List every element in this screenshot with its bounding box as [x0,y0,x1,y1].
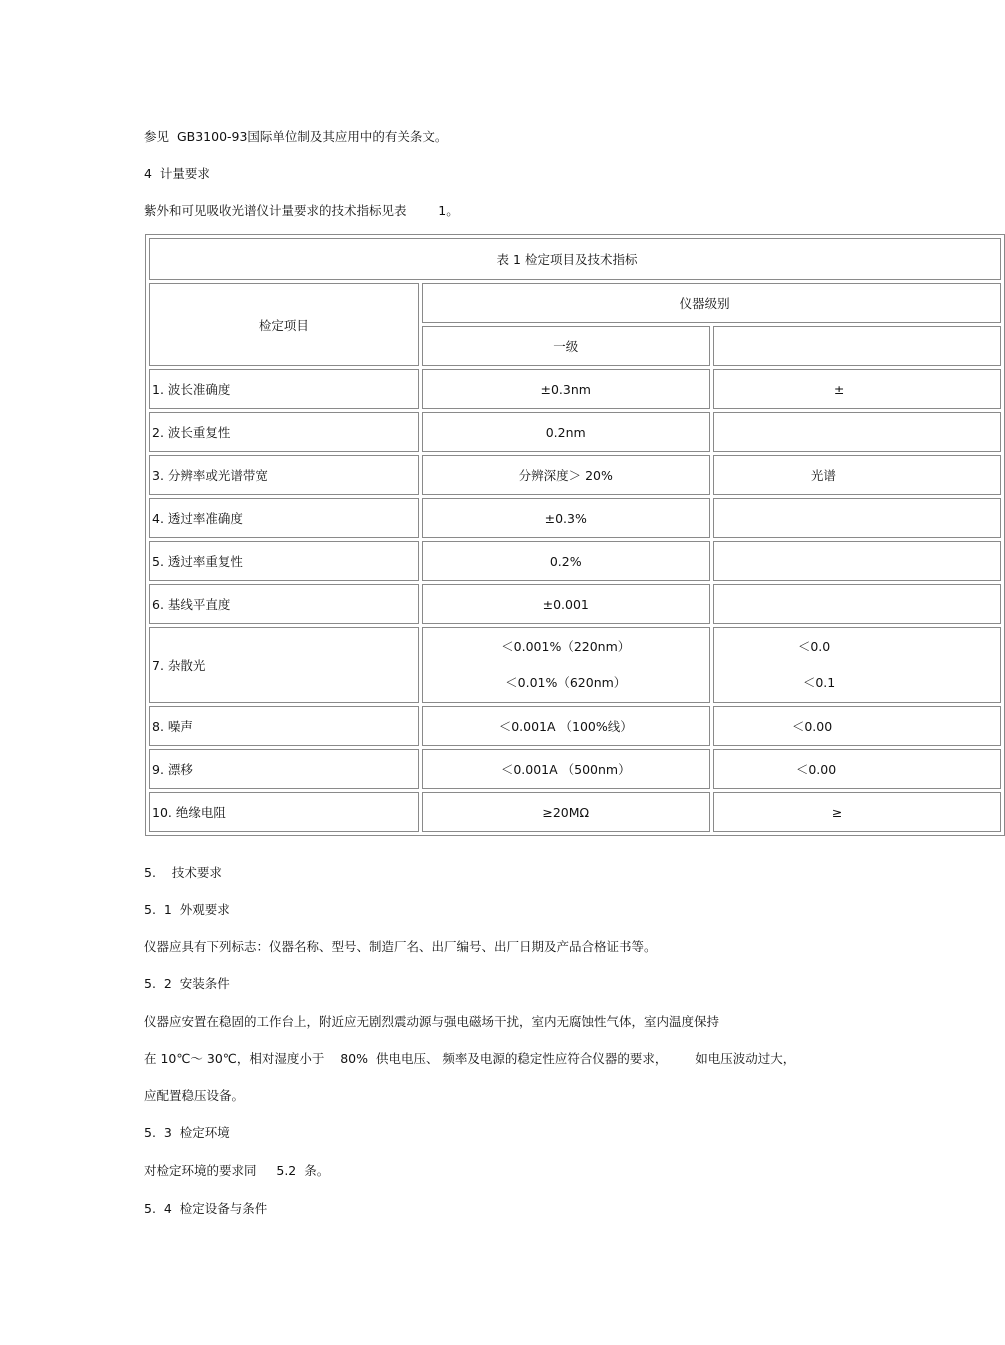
row-grade-2: ≥ [713,792,1001,832]
row-item: 2. 波长重复性 [149,412,419,452]
row-grade-2: 光谱 [713,455,1001,495]
row-grade-1: ＜0.001A （500nm） [422,749,710,789]
section-heading-5: 5. 技术要求 [144,865,222,880]
row-item: 3. 分辨率或光谱带宽 [149,455,419,495]
section-heading-5-4: 5. 4 检定设备与条件 [144,1201,268,1216]
header-item: 检定项目 [149,283,419,366]
row-grade-2 [713,541,1001,581]
installation-paragraph-line-3: 应配置稳压设备。 [144,1088,245,1103]
row-grade-1: 分辨深度＞ 20% [422,455,710,495]
reference-paragraph: 参见 GB3100-93国际单位制及其应用中的有关条文。 [144,129,448,144]
row-item: 9. 漂移 [149,749,419,789]
row-grade-1: ±0.3% [422,498,710,538]
table-row [149,627,1001,703]
row-item: 5. 透过率重复性 [149,541,419,581]
table-row [149,584,1001,624]
table-title: 表 1 检定项目及技术指标 [149,238,1001,280]
row-item: 10. 绝缘电阻 [149,792,419,832]
spec-table-container [145,234,845,852]
table-row [149,498,1001,538]
row-grade-2: ＜0.00 [713,749,1001,789]
row-grade-1: ±0.3nm [422,369,710,409]
row-grade-2: ± [713,369,1001,409]
table-row [149,706,1001,746]
header-grade: 仪器级别 [422,283,1001,323]
table-row [149,455,1001,495]
table-row [149,792,1001,832]
row-grade-2 [713,498,1001,538]
row-grade-2 [713,584,1001,624]
installation-paragraph-line-1: 仪器应安置在稳固的工作台上，附近应无剧烈震动源与强电磁场干扰，室内无腐蚀性气体，室内温度保持 [144,1014,720,1029]
row-item: 8. 噪声 [149,706,419,746]
row-grade-2: ＜0.0 ＜0.1 [713,627,1001,703]
spec-table [145,234,1005,836]
table-row [149,412,1001,452]
row-grade-1: ＜0.001%（220nm） ＜0.01%（620nm） [422,627,710,703]
table-row [149,749,1001,789]
table-intro-paragraph: 紫外和可见吸收光谱仪计量要求的技术指标见表 1。 [144,203,459,218]
row-grade-1: ±0.001 [422,584,710,624]
environment-paragraph: 对检定环境的要求同 5.2 条。 [144,1163,330,1178]
row-grade-1: ＜0.001A （100%线） [422,706,710,746]
installation-paragraph-line-2: 在 10℃～ 30℃，相对湿度小于 80% 供电电压、 频率及电源的稳定性应符合仪器的要求， 如电压波动过大， [144,1051,796,1066]
table-row [149,541,1001,581]
row-grade-1: 0.2% [422,541,710,581]
row-item: 4. 透过率准确度 [149,498,419,538]
row-item: 7. 杂散光 [149,627,419,703]
appearance-paragraph: 仪器应具有下列标志：仪器名称、型号、制造厂名、出厂编号、出厂日期及产品合格证书等。 [144,939,657,954]
section-heading-5-3: 5. 3 检定环境 [144,1125,230,1140]
table-row [149,369,1001,409]
header-grade-1: 一级 [422,326,710,366]
section-heading-5-2: 5. 2 安装条件 [144,976,230,991]
row-grade-2: ＜0.00 [713,706,1001,746]
row-item: 6. 基线平直度 [149,584,419,624]
row-grade-2 [713,412,1001,452]
row-grade-1: ≥20MΩ [422,792,710,832]
section-heading-5-1: 5. 1 外观要求 [144,902,230,917]
row-grade-1: 0.2nm [422,412,710,452]
header-grade-2 [713,326,1001,366]
row-item: 1. 波长准确度 [149,369,419,409]
section-heading-4: 4 计量要求 [144,166,210,181]
